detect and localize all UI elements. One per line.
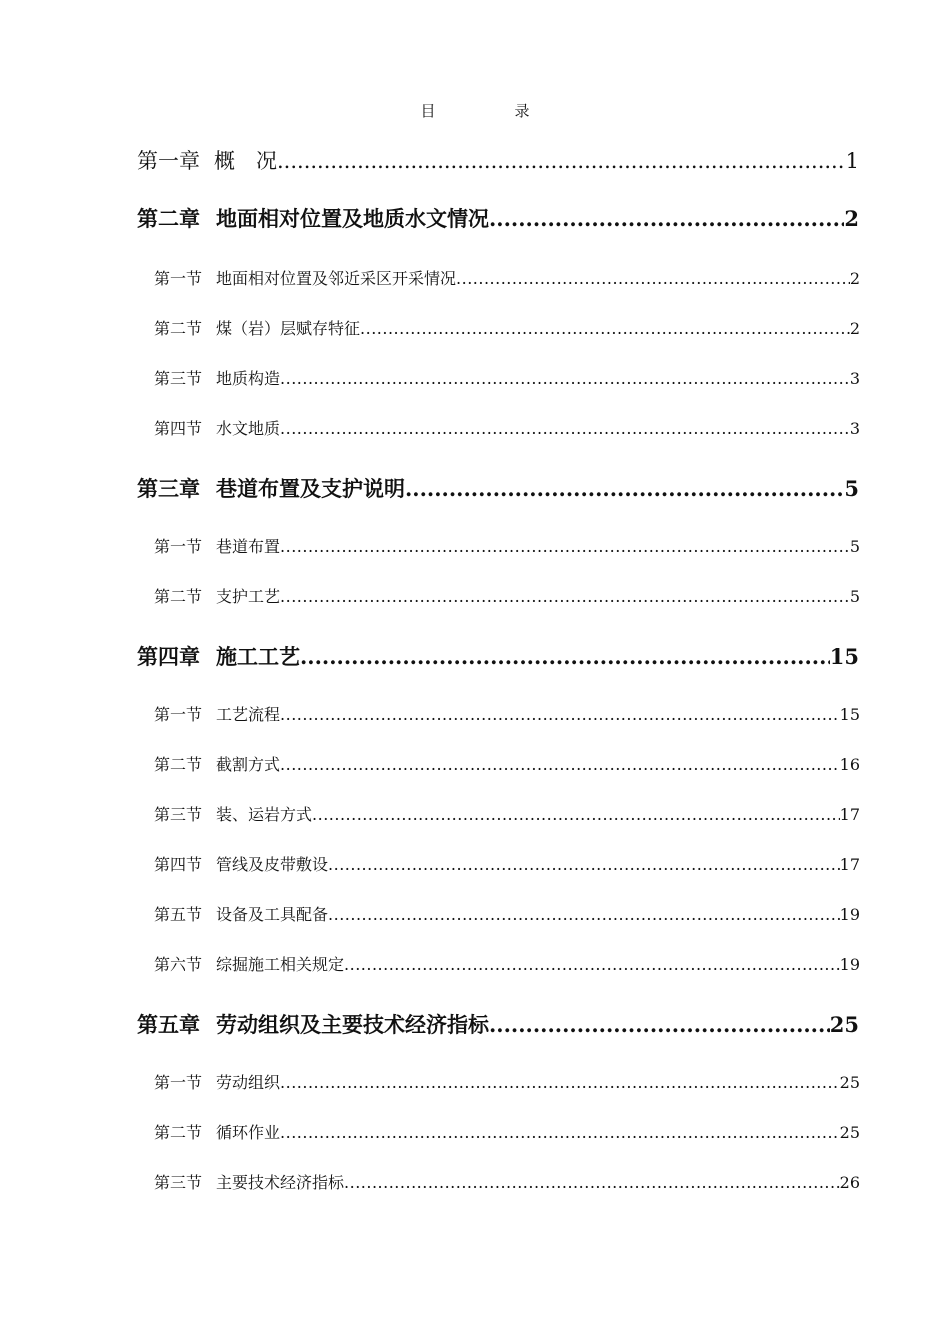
- page-number: 1: [845, 149, 859, 173]
- section-title: 设备及工具配备: [216, 905, 329, 924]
- section-number: 第六节: [154, 955, 203, 974]
- toc-entry-label: [154, 852, 328, 875]
- dot-leader: [328, 905, 840, 924]
- toc-entry-label: [137, 1009, 489, 1039]
- toc-entry-label: [154, 1170, 344, 1193]
- section-number: 第三节: [154, 369, 203, 388]
- toc-entry-label: [154, 902, 328, 925]
- dot-leader: [344, 1173, 840, 1192]
- toc-section-entry[interactable]: [154, 902, 860, 925]
- page-number: 15: [829, 644, 859, 669]
- page-number: 15: [839, 705, 860, 724]
- toc-entry-label: [154, 1070, 280, 1093]
- section-number: 第二节: [154, 319, 203, 338]
- dot-leader: [280, 369, 850, 388]
- section-number: 第二节: [154, 1123, 203, 1142]
- toc-entry-label: [154, 266, 456, 289]
- toc-entry-label: [154, 416, 280, 439]
- chapter-title: 地面相对位置及地质水文情况: [216, 206, 489, 231]
- page-number: 19: [839, 905, 860, 924]
- dot-leader: [360, 319, 850, 338]
- toc-section-entry[interactable]: [154, 534, 860, 557]
- section-number: 第一节: [154, 269, 203, 288]
- page-number: 2: [844, 206, 859, 231]
- section-number: 第一节: [154, 705, 203, 724]
- section-number: 第五节: [154, 905, 203, 924]
- page-number: 5: [849, 587, 860, 606]
- section-number: 第四节: [154, 419, 203, 438]
- chapter-title: 巷道布置及支护说明: [216, 476, 405, 501]
- page-number: 17: [839, 805, 860, 824]
- section-number: 第一节: [154, 537, 203, 556]
- page-number: 19: [839, 955, 860, 974]
- dot-leader: [300, 644, 830, 669]
- toc-title: 目 录: [420, 102, 562, 120]
- toc-entry-label: [137, 473, 405, 503]
- section-number: 第三节: [154, 805, 203, 824]
- toc-section-entry[interactable]: [154, 702, 860, 725]
- toc-section-entry[interactable]: [154, 316, 860, 339]
- toc-section-entry[interactable]: [154, 802, 860, 825]
- page-number: 2: [849, 269, 860, 288]
- page-number: 26: [839, 1173, 860, 1192]
- section-title: 截割方式: [216, 755, 281, 774]
- section-title: 管线及皮带敷设: [216, 855, 329, 874]
- page-number: 5: [844, 476, 859, 501]
- toc-entry-label: [154, 702, 280, 725]
- toc-entry-label: [154, 584, 280, 607]
- toc-section-entry[interactable]: [154, 266, 860, 289]
- toc-chapter-entry[interactable]: [137, 641, 859, 671]
- section-title: 煤（岩）层赋存特征: [216, 319, 361, 338]
- dot-leader: [405, 476, 844, 501]
- toc-chapter-entry[interactable]: [137, 145, 859, 175]
- toc-chapter-entry[interactable]: [137, 473, 859, 503]
- toc-section-entry[interactable]: [154, 1170, 860, 1193]
- section-number: 第一节: [154, 1073, 203, 1092]
- chapter-number: 第四章: [137, 644, 200, 669]
- page-number: 17: [839, 855, 860, 874]
- dot-leader: [328, 855, 840, 874]
- page-number: 2: [849, 319, 860, 338]
- section-title: 地面相对位置及邻近采区开采情况: [216, 269, 457, 288]
- section-number: 第二节: [154, 755, 203, 774]
- page-number: 5: [849, 537, 860, 556]
- section-title: 支护工艺: [216, 587, 281, 606]
- page-number: 3: [849, 419, 860, 438]
- page-number: 25: [829, 1012, 859, 1037]
- section-title: 循环作业: [216, 1123, 281, 1142]
- toc-chapter-entry[interactable]: [137, 1009, 859, 1039]
- section-title: 劳动组织: [216, 1073, 281, 1092]
- section-number: 第四节: [154, 855, 203, 874]
- toc-section-entry[interactable]: [154, 1120, 860, 1143]
- dot-leader: [280, 705, 840, 724]
- section-title: 装、运岩方式: [216, 805, 313, 824]
- toc-section-entry[interactable]: [154, 752, 860, 775]
- dot-leader: [344, 955, 840, 974]
- toc-entry-label: [137, 203, 489, 233]
- chapter-number: 第五章: [137, 1012, 200, 1037]
- section-number: 第三节: [154, 1173, 203, 1192]
- chapter-number: 第一章: [137, 149, 200, 173]
- dot-leader: [280, 1073, 840, 1092]
- dot-leader: [277, 149, 846, 173]
- section-title: 工艺流程: [216, 705, 281, 724]
- chapter-title: 劳动组织及主要技术经济指标: [216, 1012, 489, 1037]
- toc-entry-label: [154, 1120, 280, 1143]
- dot-leader: [489, 1012, 830, 1037]
- section-title: 主要技术经济指标: [216, 1173, 345, 1192]
- dot-leader: [280, 755, 840, 774]
- toc-section-entry[interactable]: [154, 952, 860, 975]
- section-number: 第二节: [154, 587, 203, 606]
- page-number: 3: [849, 369, 860, 388]
- toc-section-entry[interactable]: [154, 1070, 860, 1093]
- dot-leader: [312, 805, 840, 824]
- toc-chapter-entry[interactable]: [137, 203, 859, 233]
- dot-leader: [280, 1123, 840, 1142]
- toc-entry-label: [137, 145, 277, 175]
- dot-leader: [280, 537, 850, 556]
- toc-entry-label: [137, 641, 300, 671]
- dot-leader: [489, 206, 844, 231]
- page-number: 25: [839, 1073, 860, 1092]
- chapter-title: 施工工艺: [216, 644, 300, 669]
- page-number: 16: [839, 755, 860, 774]
- chapter-title: 概 况: [214, 149, 277, 173]
- dot-leader: [456, 269, 850, 288]
- toc-entry-label: [154, 316, 360, 339]
- toc-section-entry[interactable]: [154, 366, 860, 389]
- toc-section-entry[interactable]: [154, 416, 860, 439]
- toc-entry-label: [154, 752, 280, 775]
- section-title: 巷道布置: [216, 537, 281, 556]
- dot-leader: [280, 419, 850, 438]
- section-title: 水文地质: [216, 419, 281, 438]
- chapter-number: 第三章: [137, 476, 200, 501]
- toc-entry-label: [154, 802, 312, 825]
- toc-entry-label: [154, 366, 280, 389]
- section-title: 地质构造: [216, 369, 281, 388]
- dot-leader: [280, 587, 850, 606]
- toc-entry-label: [154, 534, 280, 557]
- chapter-number: 第二章: [137, 206, 200, 231]
- toc-section-entry[interactable]: [154, 852, 860, 875]
- toc-entry-label: [154, 952, 344, 975]
- toc-section-entry[interactable]: [154, 584, 860, 607]
- section-title: 综掘施工相关规定: [216, 955, 345, 974]
- page-number: 25: [839, 1123, 860, 1142]
